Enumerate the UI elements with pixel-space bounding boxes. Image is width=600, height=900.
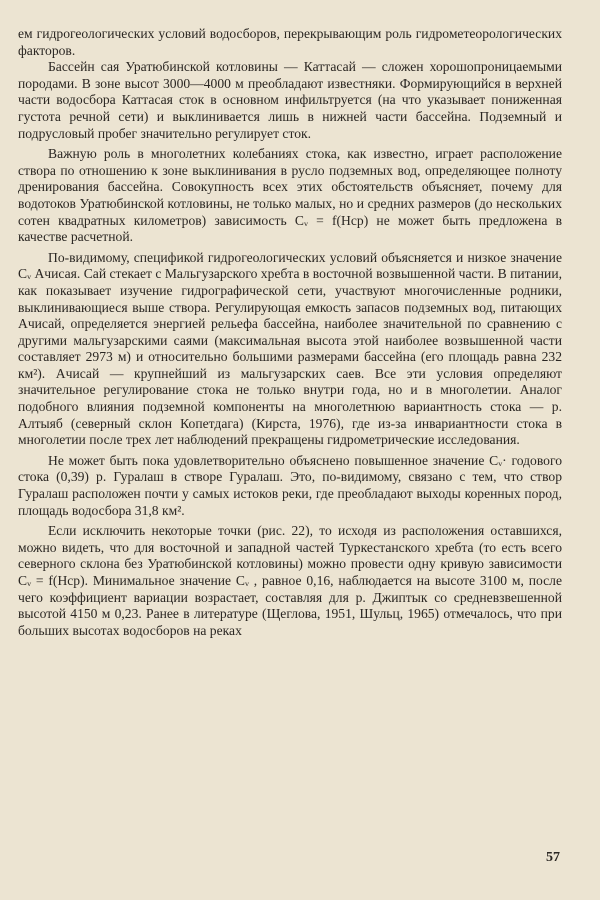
page-number: 57: [546, 850, 560, 865]
paragraph-kattasay: Бассейн сая Уратюбинской котловины — Каттасай — сложен хорошопроницаемыми породами. В зоне высот 3000—4000 м преобладают известняки. Формирующийся в верхней части водосбора Каттасая сток в основном инфильтруется (на что указывает пониженная густота речной сети) и выклинивается лишь в нижней части бассейна. Подземный и подрусловый пробег значительно регулирует сток.: [18, 59, 562, 141]
paragraph-turkestan-ridge: Если исключить некоторые точки (рис. 22), то исходя из расположения оставшихся, можно видеть, что для восточной и западной частей Туркестанского хребта (то есть всего северного склона без Уратюбинской котловины) можно провести одну кривую зависимости Cᵥ = f(Hср). Минимальное значение Cᵥ , равное 0,16, наблюдается на высоте 3100 м, после чего коэффициент вариации возрастает, составляя для р. Джиптык со средневзвешенной высотой 4150 м 0,23. Ранее в литературе (Щеглова, 1951, Шульц, 1965) отмечалось, что при больших высотах водосборов на реках: [18, 523, 562, 638]
body-text: [18, 26, 562, 639]
paragraph-continuation: ем гидрогеологических условий водосборов, перекрывающим роль гидрометеорологических факторов.: [18, 26, 562, 58]
paragraph-guralash: Не может быть пока удовлетворительно объяснено повышенное значение Cᵥ· годового стока (0,39) р. Гуралаш в створе Гуралаш. Это, по-видимому, связано с тем, что створ Гуралаш расположен почти у самых истоков реки, где преобладают выходы коренных пород, площадь водосбора 31,8 км².: [18, 452, 562, 518]
paragraph-achisay: По-видимому, спецификой гидрогеологических условий объясняется и низкое значение Cᵥ Ачисая. Сай стекает с Мальгузарского хребта в восточной возвышенной части. В питании, как показывает изучение гидрографической сети, участвуют многочисленные родники, выклинивающиеся выше створа. Регулирующая емкость запасов подземных вод, питающих Ачисай, определяется энергией рельефа бассейна, наиболее значительной по сравнению с другими мальгузарскими саями (максимальная высота этой наиболее возвышенной части составляет 2973 м) и относительно большими размерами бассейна (его площадь равна 232 км²). Ачисай — крупнейший из мальгузарских саев. Все эти условия определяют значительное регулирование стока не только внутри года, но и в многолетии. Аналог подобного влияния подземной компоненты на многолетнюю вариантность стока — р. Алтыяб (северный склон Копетдага) (Кирста, 1976), где из-за инвариантности стока в многолетии после трех лет наблюдений прекращены гидрометрические исследования.: [18, 249, 562, 448]
paragraph-gauge-position: Важную роль в многолетних колебаниях стока, как известно, играет расположение створа по отношению к зоне выклинивания в русло подземных вод, определяющее полноту дренирования бассейна. Совокупность всех этих обстоятельств объясняет, почему для водотоков Уратюбинской котловины, не только малых, но и средних размеров (до нескольких сотен квадратных километров) зависимость Cᵥ = f(Hср) не может быть предложена в качестве расчетной.: [18, 146, 562, 245]
